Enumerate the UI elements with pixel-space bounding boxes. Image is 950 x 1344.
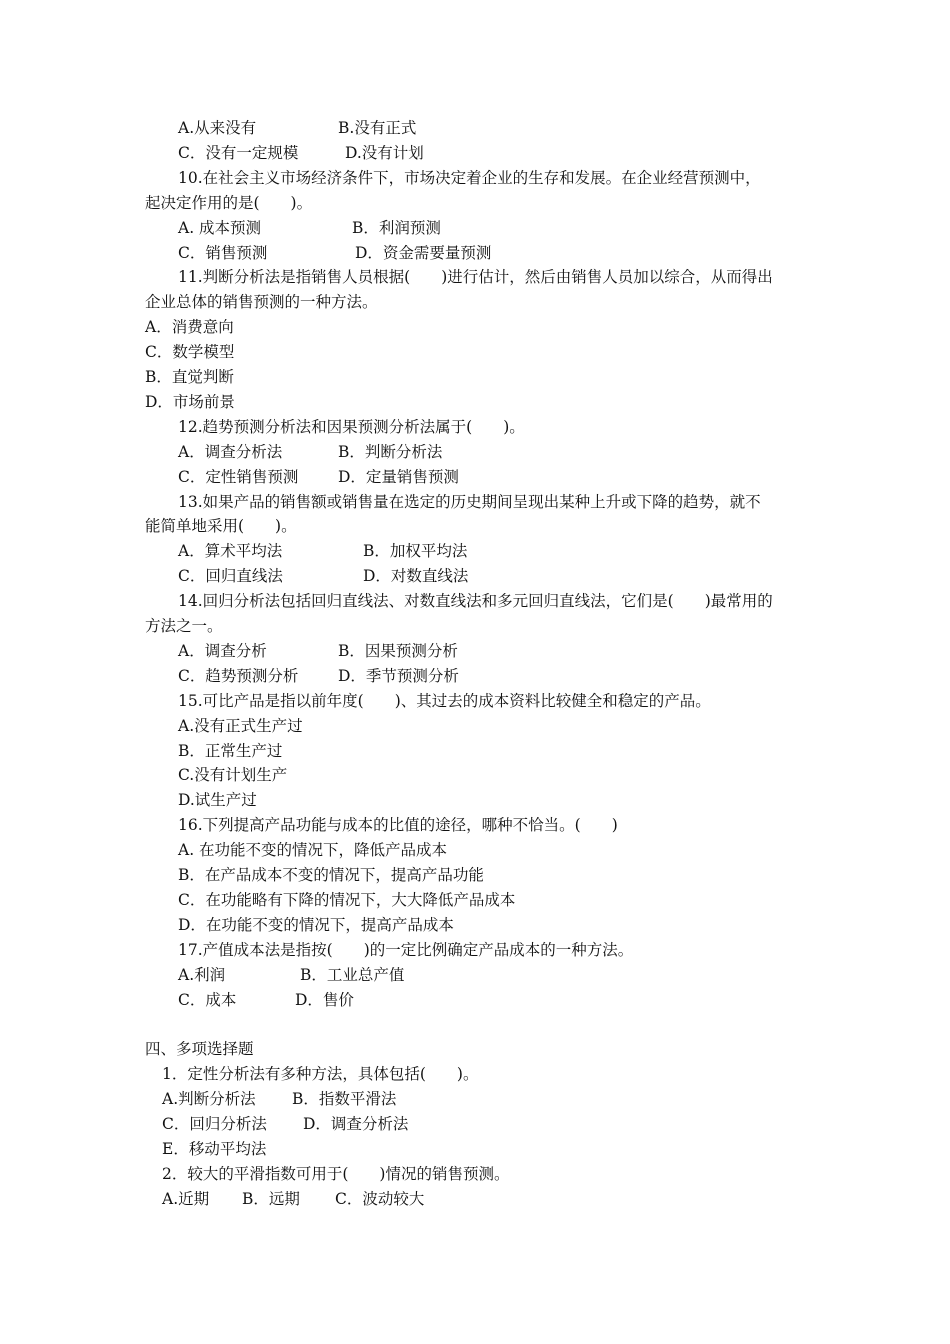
question-line: 12.趋势预测分析法和因果预测分析法属于( )。 (178, 417, 525, 436)
option-text: B．指数平滑法 (292, 1090, 397, 1109)
question-line: 11.判断分析法是指销售人员根据( )进行估计，然后由销售人员加以综合，从而得出 (178, 268, 773, 287)
option-text: A.从来没有 (178, 119, 257, 137)
option-text: B．远期 (242, 1189, 300, 1208)
option-text: C．趋势预测分析 (178, 666, 299, 685)
question-line: 13.如果产品的销售额或销售量在选定的历史期间呈现出某种上升或下降的趋势，就不 (178, 492, 761, 511)
option-text: B．因果预测分析 (338, 641, 458, 660)
option-text: A．调查分析 (178, 641, 267, 660)
option-text: D．定量销售预测 (338, 467, 459, 486)
option-text: D．调查分析法 (303, 1115, 409, 1133)
option-text: D．资金需要量预测 (355, 243, 492, 262)
question-line: D．在功能不变的情况下，提高产品成本 (178, 915, 454, 934)
question-line: 方法之一。 (145, 617, 223, 635)
question-line: 起决定作用的是( )。 (145, 193, 313, 212)
option-text: B．加权平均法 (363, 542, 468, 561)
question-line: C.没有计划生产 (178, 766, 288, 785)
question-line: B．在产品成本不变的情况下，提高产品功能 (178, 866, 484, 884)
option-text: C．定性销售预测 (178, 467, 299, 486)
option-text: A. 成本预测 (178, 218, 262, 237)
question-line: A. 在功能不变的情况下，降低产品成本 (178, 841, 448, 860)
question-line: B．正常生产过 (178, 741, 283, 760)
section-heading: 四、多项选择题 (145, 1040, 254, 1059)
question-line: 14.回归分析法包括回归直线法、对数直线法和多元回归直线法，它们是( )最常用的 (178, 592, 773, 611)
option-text: B．利润预测 (352, 218, 441, 237)
option-text: B．判断分析法 (338, 442, 443, 461)
question-line: B．直觉判断 (145, 368, 234, 386)
option-text: C．回归分析法 (162, 1115, 267, 1133)
question-line: D.试生产过 (178, 791, 257, 810)
question-line: 2．较大的平滑指数可用于( )情况的销售预测。 (162, 1164, 510, 1183)
option-text: B．工业总产值 (300, 965, 405, 984)
question-line: 企业总体的销售预测的一种方法。 (145, 293, 378, 312)
option-text: A．算术平均法 (178, 542, 283, 561)
option-text: C．回归直线法 (178, 567, 283, 586)
option-text: A.近期 (162, 1189, 210, 1208)
question-line: A．消费意向 (145, 318, 234, 337)
question-line: D．市场前景 (145, 392, 235, 411)
question-line: 17.产值成本法是指按( )的一定比例确定产品成本的一种方法。 (178, 940, 634, 959)
question-line: E．移动平均法 (162, 1139, 267, 1158)
question-line: C．数学模型 (145, 343, 235, 362)
option-text: C．波动较大 (335, 1189, 425, 1208)
question-line: 10.在社会主义市场经济条件下，市场决定着企业的生存和发展。在企业经营预测中， (178, 168, 761, 187)
option-text: A.利润 (178, 965, 226, 984)
option-text: D．对数直线法 (363, 567, 469, 586)
option-text: C．成本 (178, 990, 237, 1009)
option-text: C．销售预测 (178, 243, 268, 262)
question-line: 15.可比产品是指以前年度( )、其过去的成本资料比较健全和稳定的产品。 (178, 691, 711, 710)
question-line: A.没有正式生产过 (178, 716, 303, 735)
question-line: 16.下列提高产品功能与成本的比值的途径，哪种不恰当。( ) (178, 816, 618, 835)
option-text: B.没有正式 (338, 119, 417, 137)
option-text: D．季节预测分析 (338, 666, 459, 685)
option-text: C．没有一定规模 (178, 143, 299, 162)
question-line: 1．定性分析法有多种方法，具体包括( )。 (162, 1065, 479, 1084)
question-line: C．在功能略有下降的情况下，大大降低产品成本 (178, 890, 516, 909)
question-line: 能简单地采用( )。 (145, 517, 297, 536)
option-text: A．调查分析法 (178, 442, 283, 461)
option-text: A.判断分析法 (162, 1090, 256, 1109)
option-text: D.没有计划 (345, 143, 424, 162)
option-text: D．售价 (295, 990, 354, 1009)
